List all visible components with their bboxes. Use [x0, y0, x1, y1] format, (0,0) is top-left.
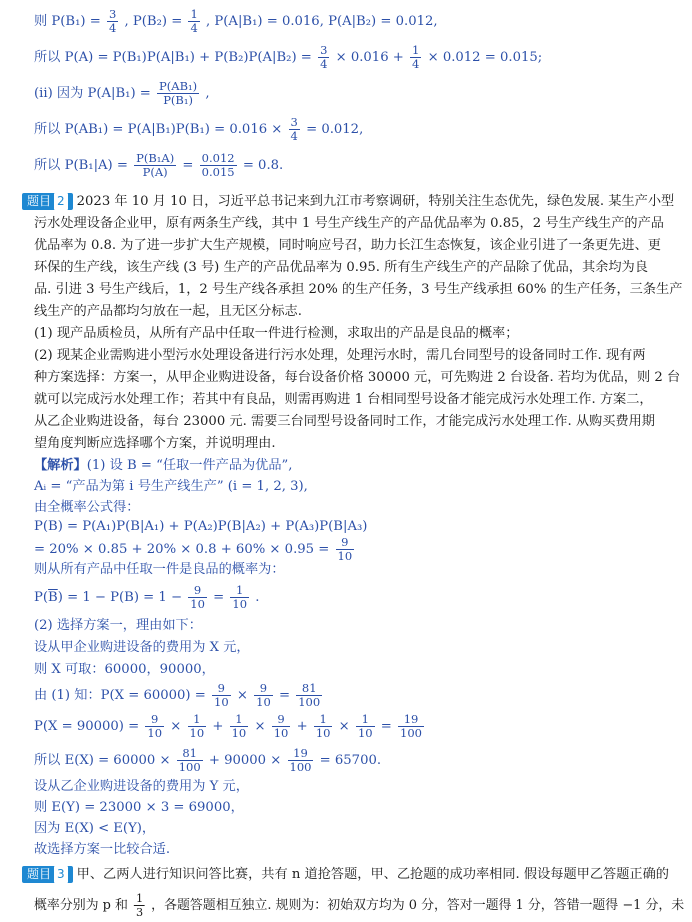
question-3-line-2: 概率分别为 p 和 $\frac{1}{3}$ ，各题答题相互独立. 规则为：初始双方均为 0 分，答对一题得 1 分，答错一题得 −1 分，未 [34, 891, 685, 919]
solution-line: 因为 E(X) < E(Y)， [34, 821, 156, 836]
solution-line: 由全概率公式得： [34, 500, 140, 515]
solution-line: = 20% × 0.85 + 20% × 0.8 + 60% × 0.95 = $\frac{9}{10}$ [34, 535, 353, 563]
solution-line: P(B) = P(A₁)P(B|A₁) + P(A₂)P(B|A₂) + P(A₃)P(B|A₃) [34, 519, 368, 534]
solution-conclusion: 故选择方案一比较合适. [34, 842, 171, 857]
solution-line: 则 E(Y) = 23000 × 3 = 69000， [34, 800, 244, 815]
solution-line: 由 (1) 知：P(X = 60000) = $\frac{9}{10}$ × $\frac{9}{10}$ = $\frac{81}{100}$ [34, 681, 321, 709]
solution-heading: 【解析】(1) 设 B = “任取一件产品为优品”, [34, 458, 293, 473]
solution-line-5: 所以 P(B₁|A) = $\frac{\text{P(B₁A)}}{P(A)}$ = $\frac{0.012}{0.015}$ = 0.8. [34, 151, 284, 179]
solution-line: 则 X 可取：60000，90000， [34, 662, 215, 677]
solution-line: $P(\overline{B}) = 1 - P(B) = 1$ − $\frac{9}{10}$ = $\frac{1}{10}$ . [34, 583, 260, 611]
question-tag: 题目 3 [22, 866, 73, 883]
solution-line-4: 所以 P(AB₁) = P(A|B₁)P(B₁) = 0.016 × $\frac{3}{4}$ = 0.012, [34, 115, 364, 143]
solution-line: 设从甲企业购进设备的费用为 X 元， [34, 640, 250, 655]
question-tag: 题目 2 [22, 193, 73, 210]
question-2-line: 污水处理设备企业甲，原有两条生产线，其中 1 号生产线生产的产品优品率为 0.85，2 号生产线生产的产品 [34, 216, 664, 231]
question-2-line: 环保的生产线，该生产线 (3 号) 生产的产品优品率为 0.95. 所有生产线生产的产品除了优品，其余均为良 [34, 260, 648, 275]
question-2-line: 线生产的产品都均匀放在一起，且无区分标志. [34, 304, 302, 319]
solution-line: P(X = 90000) = $\frac{9}{10}$ × $\frac{1}{10}$ + $\frac{1}{10}$ × $\frac{9}{10}$ + $\frac{1}{10}$ × $\frac{1}{10}$ = $\frac{19}{100}$ [34, 712, 422, 740]
solution-line: 设从乙企业购进设备的费用为 Y 元， [34, 779, 249, 794]
question-2-line: 种方案选择：方案一，从甲企业购进设备，每台设备价格 30000 元，可先购进 2 台设备. 若均为优品，则 2 台 [34, 370, 681, 385]
question-2-line: 从乙企业购进设备，每台 23000 元. 需要三台同型号设备同时工作，才能完成污水处理工作. 从购买费用期 [34, 414, 655, 429]
question-2-line-1: 题目 2 2023 年 10 月 10 日，习近平总书记来到九江市考察调研，特别关注生态优先，绿色发展. 某生产小型 [22, 193, 674, 211]
solution-line-1: 则 P(B₁) = $\frac{3}{4}$ , P(B₂) = $\frac{1}{4}$ , P(A|B₁) = 0.016, P(A|B₂) = 0.012, [34, 7, 438, 35]
question-2-line: 品. 引进 3 号生产线后，1，2 号生产线各承担 20% 的生产任务，3 号生产线承担 60% 的生产任务，三条生产 [34, 282, 683, 297]
question-2-part-1: (1) 现产品质检员，从所有产品中任取一件进行检测，求取出的产品是良品的概率； [34, 326, 519, 341]
solution-line-2: 所以 P(A) = P(B₁)P(A|B₁) + P(B₂)P(A|B₂) = $\frac{3}{4}$ × 0.016 + $\frac{1}{4}$ × 0.012 = 0.015; [34, 43, 543, 71]
question-2-line: 优品率为 0.8. 为了进一步扩大生产规模，同时响应号召，助力长江生态恢复，该企业引进了一条更先进、更 [34, 238, 661, 253]
solution-line-3: (ii) 因为 P(A|B₁) = $\frac{\text{P(AB₁)}}{\text{P(B₁)}}$ , [34, 79, 210, 107]
solution-line: 所以 E(X) = 60000 × $\frac{81}{100}$ + 90000 × $\frac{19}{100}$ = 65700. [34, 746, 382, 774]
question-2-line: 望角度判断应选择哪个方案，并说明理由. [34, 436, 276, 451]
solution-line: 则从所有产品中任取一件是良品的概率为： [34, 562, 285, 577]
question-2-line: 就可以完成污水处理工作；若其中有良品，则需再购进 1 台相同型号设备才能完成污水处理工作. 方案二， [34, 392, 653, 407]
solution-line: (2) 选择方案一，理由如下： [34, 618, 202, 633]
question-2-part-2: (2) 现某企业需购进小型污水处理设备进行污水处理，处理污水时，需几台同型号的设备同时工作. 现有两 [34, 348, 646, 363]
solution-line: Aᵢ = “产品为第 i 号生产线生产” (i = 1, 2, 3), [34, 479, 308, 494]
question-3-line-1: 题目 3 甲、乙两人进行知识问答比赛，共有 n 道抢答题，甲、乙抢题的成功率相同. 假设每题甲乙答题正确的 [22, 866, 669, 884]
